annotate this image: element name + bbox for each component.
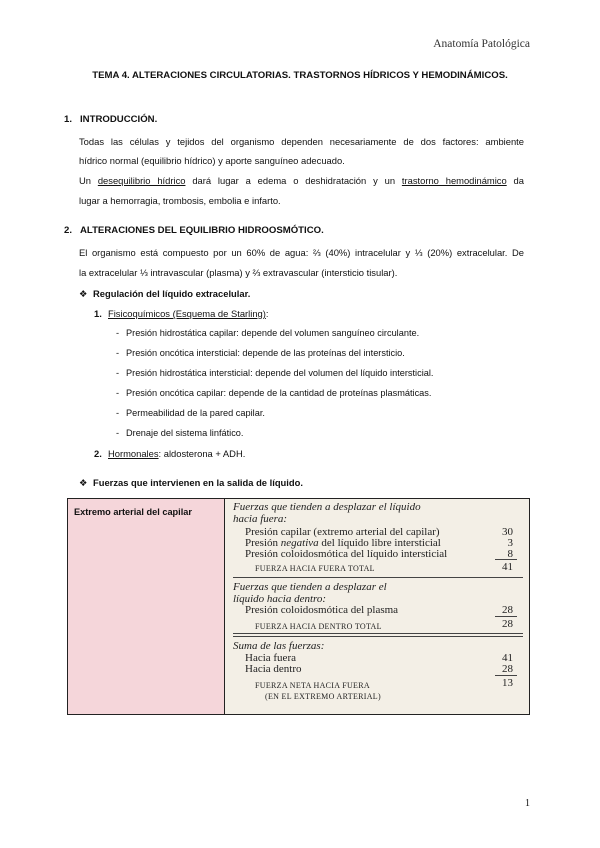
row-presion-capilar-label: Presión capilar (extremo arterial del capilar) — [245, 526, 440, 538]
table-left-cell — [68, 499, 225, 714]
total-in-label: FUERZA HACIA DENTRO TOTAL — [255, 622, 382, 631]
bullet-regulacion — [79, 288, 250, 300]
sum-rule — [495, 675, 517, 676]
diamond-bullet-icon: ❖ — [79, 477, 88, 488]
section-1-p1-line1: Todas las células y tejidos del organismo dependen necesariamente de dos factores: ambiente — [79, 136, 524, 147]
dash-item-text: Presión hidrostática intersticial: depende del volumen del líquido intersticial. — [126, 368, 434, 378]
row-coloidosmotica-intersticial-value: 8 — [507, 548, 513, 560]
dash-item: - Presión oncótica intersticial: depende de las proteínas del intersticio. — [116, 348, 405, 358]
bullet-regulacion-text: Regulación del líquido extracelular. — [93, 288, 251, 299]
net-label-line2: (EN EL EXTREMO ARTERIAL) — [265, 692, 381, 701]
sub-item-1-rest: : — [265, 308, 269, 319]
sub-item-2 — [94, 448, 245, 459]
dash-item: - Presión hidrostática intersticial: depende del volumen del líquido intersticial. — [116, 368, 434, 378]
sum-out-label: Hacia fuera — [245, 652, 296, 664]
section-2-p1-line2: la extracelular ⅓ intravascular (plasma) y ⅔ extravascular (intersticio tisular). — [79, 267, 398, 278]
dash-item: - Presión oncótica capilar: depende de la cantidad de proteínas plasmáticas. — [116, 388, 432, 398]
table-right-cell — [225, 499, 529, 714]
dash-item: - Presión hidrostática capilar: depende del volumen sanguíneo circulante. — [116, 328, 420, 338]
row-presion-negativa-pre: Presión — [245, 537, 281, 549]
sub-item-1 — [94, 308, 268, 319]
sum-out-value: 41 — [502, 652, 513, 664]
dash-item-text: Presión oncótica intersticial: depende de las proteínas del intersticio. — [126, 348, 405, 358]
sub-item-1-number: 1. — [94, 308, 102, 319]
section-1-p2-line2: lugar a hemorragia, trombosis, embolia e infarto. — [79, 195, 281, 206]
dash-item: - Permeabilidad de la pared capilar. — [116, 408, 265, 418]
sub-item-2-number: 2. — [94, 448, 102, 459]
total-out-label: FUERZA HACIA FUERA TOTAL — [255, 564, 375, 573]
sum-heading: Suma de las fuerzas: — [233, 640, 325, 652]
sub-item-2-rest: : aldosterona + ADH. — [158, 448, 246, 459]
term-trastorno-hemodinamico: trastorno hemodinámico — [401, 175, 507, 186]
total-in-value: 28 — [502, 618, 513, 630]
total-out-value: 41 — [502, 561, 513, 573]
section-2-p1-line1: El organismo está compuesto por un 60% de agua: ⅔ (40%) intracelular y ⅓ (20%) extracelular. De — [79, 247, 524, 258]
section-1-p1-line2: hídrico normal (equilibrio hídrico) y aporte sanguíneo adecuado. — [79, 155, 345, 166]
section-1-p2-b: dará lugar a edema o deshidratación y un — [185, 175, 402, 186]
sub-item-2-term: Hormonales — [108, 448, 159, 459]
section-1-p2-a: Un — [79, 175, 98, 186]
table-left-label: Extremo arterial del capilar — [74, 507, 192, 517]
dash-item-text: Presión oncótica capilar: depende de la cantidad de proteínas plasmáticas. — [126, 388, 432, 398]
sub-item-1-term: Fisicoquímicos (Esquema de Starling) — [108, 308, 266, 319]
bullet-fuerzas-text: Fuerzas que intervienen en la salida de líquido. — [93, 477, 303, 488]
in-heading-line1: Fuerzas que tienden a desplazar el — [233, 581, 387, 593]
row-coloidosmotica-intersticial-label: Presión coloidosmótica del líquido intersticial — [245, 548, 448, 560]
row-coloidosmotica-plasma-label: Presión coloidosmótica del plasma — [245, 604, 399, 616]
page-number: 1 — [525, 798, 530, 809]
header-subject: Anatomía Patológica — [433, 38, 530, 50]
page-title: TEMA 4. ALTERACIONES CIRCULATORIAS. TRASTORNOS HÍDRICOS Y HEMODINÁMICOS. — [92, 70, 508, 81]
sum-in-value: 28 — [502, 663, 513, 675]
dash-item-text: Drenaje del sistema linfático. — [126, 428, 244, 438]
row-presion-capilar-value: 30 — [502, 526, 513, 538]
in-heading-line2: líquido hacia dentro: — [233, 593, 327, 605]
starling-forces-table — [67, 498, 530, 715]
section-1-p2-c: da — [506, 175, 524, 186]
section-1-heading — [64, 114, 157, 125]
dash-item-text: Permeabilidad de la pared capilar. — [126, 408, 265, 418]
net-label-line1: FUERZA NETA HACIA FUERA — [255, 681, 370, 690]
row-presion-negativa-post: del líquido libre intersticial — [318, 537, 441, 549]
row-coloidosmotica-plasma-value: 28 — [502, 604, 513, 616]
divider-line — [233, 633, 523, 634]
divider-line — [233, 636, 523, 637]
section-1-title: INTRODUCCIÓN. — [80, 114, 158, 125]
section-2-title: ALTERACIONES DEL EQUILIBRIO HIDROOSMÓTICO. — [80, 225, 324, 236]
divider-line — [233, 577, 523, 578]
dash-item-text: Presión hidrostática capilar: depende del volumen sanguíneo circulante. — [126, 328, 420, 338]
diamond-bullet-icon: ❖ — [79, 288, 88, 299]
sum-rule — [495, 559, 517, 560]
row-presion-negativa-value: 3 — [507, 537, 513, 549]
net-value: 13 — [502, 677, 513, 689]
sum-rule — [495, 616, 517, 617]
section-1-number: 1. — [64, 114, 73, 125]
section-2-heading — [64, 225, 324, 236]
section-1-p2-line1 — [79, 176, 524, 186]
out-heading-line1: Fuerzas que tienden a desplazar el líquido — [233, 501, 421, 513]
dash-item: - Drenaje del sistema linfático. — [116, 428, 244, 438]
section-2-number: 2. — [64, 225, 73, 236]
bullet-fuerzas — [79, 477, 303, 489]
row-presion-negativa-italic: negativa — [280, 537, 319, 549]
out-heading-line2: hacia fuera: — [233, 513, 288, 525]
sum-in-label: Hacia dentro — [245, 663, 302, 675]
term-desequilibrio-hidrico: desequilibrio hídrico — [97, 175, 186, 186]
